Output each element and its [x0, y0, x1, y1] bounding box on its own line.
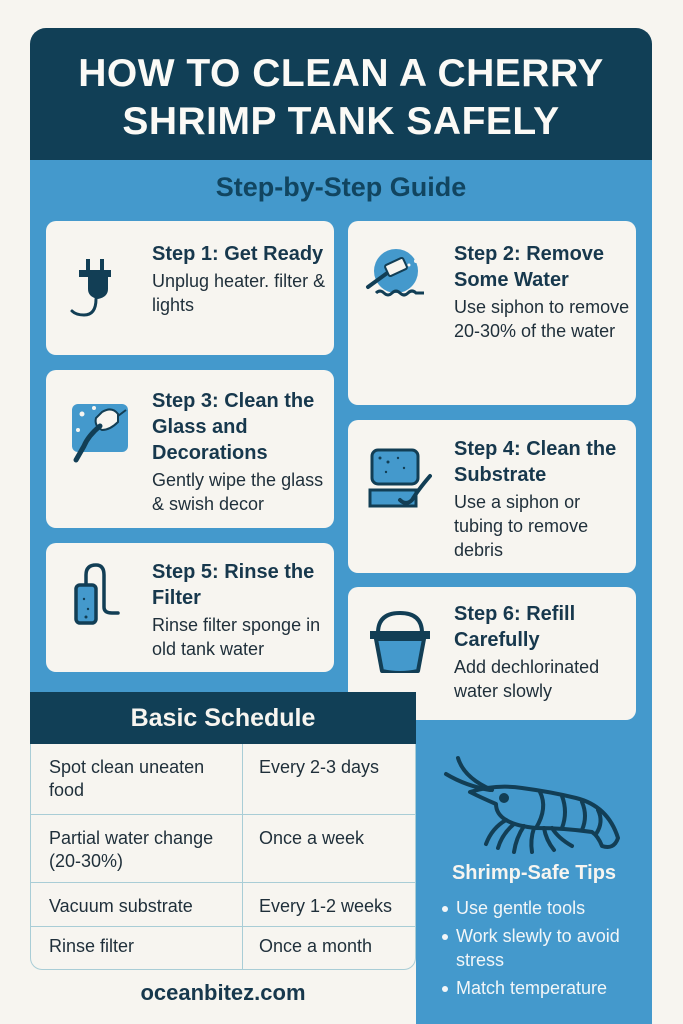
step-card-4 [348, 420, 636, 573]
guide-title: Step-by-Step Guide [215, 172, 467, 202]
step-title: Step 1: Get Ready [152, 243, 324, 265]
title-line-1: HOW TO CLEAN A CHERRY [78, 52, 604, 95]
siphon-water-icon [362, 241, 426, 305]
schedule-title: Basic Schedule [30, 692, 416, 744]
filter-icon [66, 563, 130, 627]
table-row [31, 927, 415, 969]
step-desc: Use siphon to remove 20-30% of the water [454, 297, 630, 341]
shrimp-icon [436, 748, 636, 858]
tip-item: Match temperature [442, 976, 652, 1000]
frequency-cell: Every 2-3 days [259, 757, 380, 777]
title-line-2: SHRIMP TANK SAFELY [122, 100, 560, 143]
step-desc: Rinse filter sponge in old tank water [152, 615, 321, 659]
table-row [31, 744, 415, 815]
table-row [31, 883, 415, 927]
site-link[interactable]: oceanbitez.com [140, 980, 306, 1005]
step-desc: Gently wipe the glass & swish decor [152, 470, 324, 514]
task-cell: Partial water change (20-30%) [31, 815, 243, 882]
step-card-2 [348, 221, 636, 405]
step-title: Step 4: Clean the Substrate [454, 438, 617, 486]
step-title: Step 6: Refill Carefully [454, 603, 576, 651]
step-desc: Add dechlorinated water slowly [454, 657, 600, 701]
step-card-5 [46, 543, 334, 672]
tips-list [442, 896, 652, 1004]
task-cell: Vacuum substrate [31, 883, 243, 926]
tips-title: Shrimp-Safe Tips [451, 862, 617, 884]
frequency-cell: Every 1-2 weeks [259, 896, 393, 916]
step-desc: Unplug heater. filter & lights [152, 271, 326, 315]
plug-icon [66, 255, 130, 319]
step-desc: Use a siphon or tubing to remove debris [454, 492, 589, 560]
step-card-3 [46, 370, 334, 528]
bucket-icon [368, 609, 432, 673]
substrate-siphon-icon [368, 446, 432, 510]
step-title: Step 5: Rinse the Filter [152, 561, 315, 609]
frequency-cell: Once a month [259, 936, 373, 956]
schedule-table [30, 744, 416, 970]
step-title: Step 3: Clean the Glass and Decorations [152, 390, 315, 464]
tip-item: Use gentle tools [442, 896, 652, 920]
task-cell: Rinse filter [31, 927, 243, 969]
table-row [31, 815, 415, 883]
tip-item: Work slewly to avoid stress [442, 924, 652, 972]
step-card-1 [46, 221, 334, 355]
task-cell: Spot clean uneaten food [31, 744, 243, 814]
frequency-cell: Once a week [259, 828, 365, 848]
sponge-glass-icon [66, 400, 130, 464]
page-title [30, 28, 652, 160]
step-title: Step 2: Remove Some Water [454, 243, 605, 291]
